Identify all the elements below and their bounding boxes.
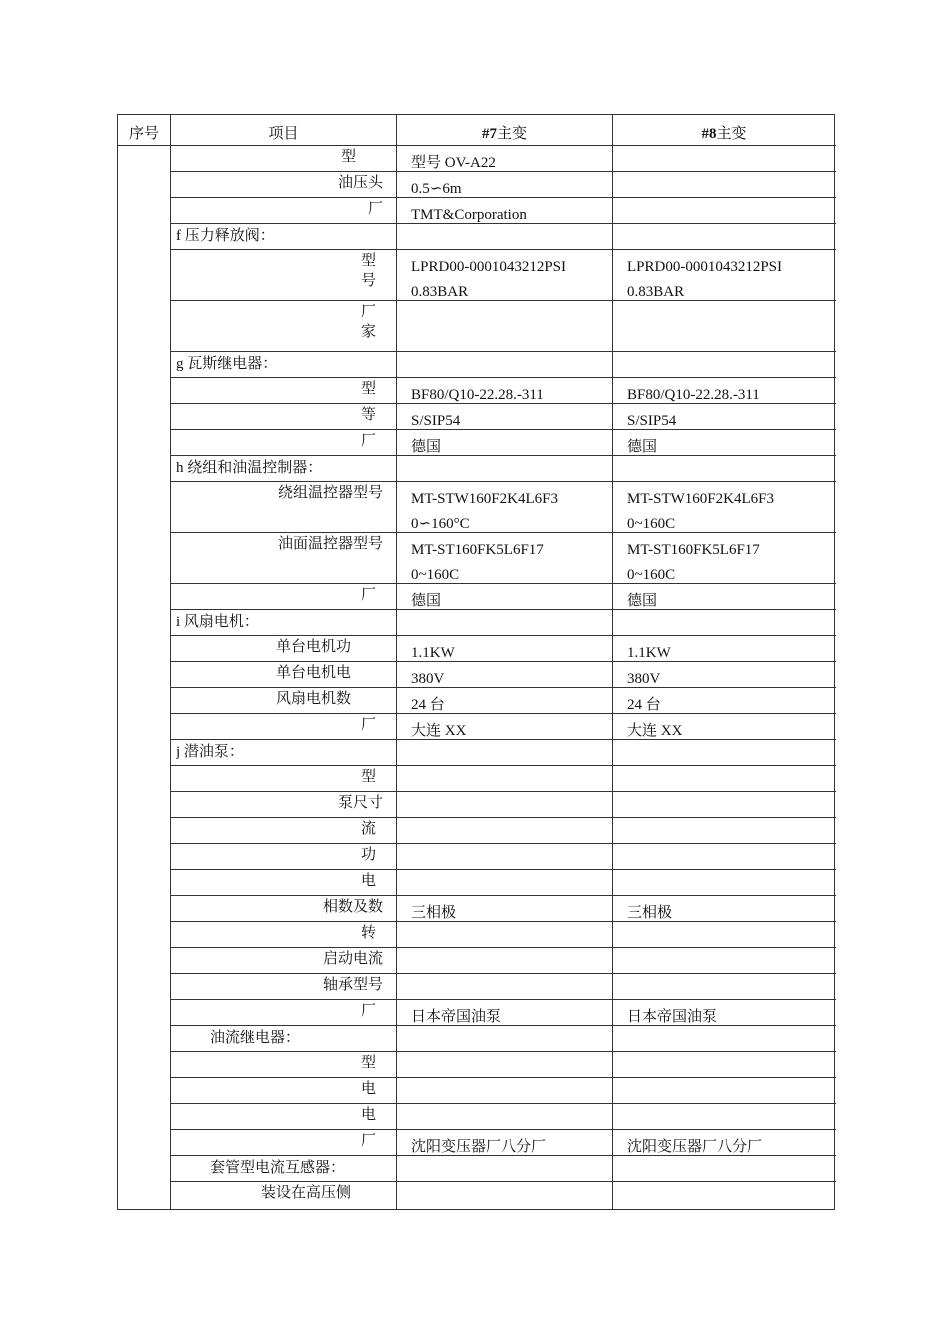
value-t7: 日本帝国油泵 — [411, 1009, 502, 1025]
value-t7: 德国 — [411, 439, 442, 455]
row-divider — [171, 973, 836, 974]
row-divider — [171, 843, 836, 844]
item-label: 油面温控器型号 — [277, 536, 383, 552]
value-t7: 1.1KW — [411, 645, 455, 661]
item-label: 转 — [360, 925, 376, 941]
row-divider — [171, 687, 836, 688]
value-t8: 三相极 — [627, 905, 673, 921]
value-t7: 德国 — [411, 593, 442, 609]
item-label: 流 — [360, 821, 376, 837]
item-label: 厂 — [360, 433, 376, 449]
value-t8: 1.1KW — [627, 645, 671, 661]
row-divider — [171, 895, 836, 896]
item-label: 泵尺寸 — [337, 795, 383, 811]
value-t7: 型号 OV-A22 — [411, 155, 496, 171]
row-divider — [171, 1155, 836, 1156]
value-t7: 24 台 — [411, 697, 445, 713]
row-divider — [171, 171, 836, 172]
value-t8: 日本帝国油泵 — [627, 1009, 718, 1025]
col-divider — [396, 115, 397, 1209]
value-t8: 沈阳变压器厂八分厂 — [627, 1139, 763, 1155]
section-title: i 风扇电机： — [176, 614, 259, 630]
row-divider — [171, 947, 836, 948]
item-label: 启动电流 — [322, 951, 383, 967]
value-t7: LPRD00-0001043212PSI 0.83BAR — [411, 259, 567, 300]
item-label: 电 — [360, 1081, 376, 1097]
section-title: g 瓦斯继电器： — [176, 356, 278, 372]
item-label: 等 — [360, 407, 376, 423]
item-label: 型 — [360, 1055, 376, 1071]
row-divider — [171, 429, 836, 430]
row-divider — [171, 869, 836, 870]
value-t8: S/SIP54 — [627, 413, 677, 429]
value-t7: MT-STW160F2K4L6F3 0∽160°C — [411, 491, 558, 532]
section-title: h 绕组和油温控制器： — [176, 460, 323, 476]
item-label: 型 — [340, 149, 356, 165]
value-t7: 0.5∽6m — [411, 181, 462, 197]
row-divider — [171, 817, 836, 818]
item-label: 厂 — [360, 1003, 376, 1019]
row-divider — [171, 635, 836, 636]
row-divider — [171, 197, 836, 198]
row-divider — [171, 765, 836, 766]
row-divider — [171, 1103, 836, 1104]
row-divider — [118, 145, 171, 146]
value-t8: MT-ST160FK5L6F17 0~160C — [627, 542, 760, 583]
value-t7: 大连 XX — [411, 723, 467, 739]
row-divider — [171, 249, 836, 250]
row-divider — [171, 1181, 836, 1182]
value-t8: 德国 — [627, 593, 658, 609]
value-t8: 24 台 — [627, 697, 661, 713]
item-label: 厂 — [360, 1133, 376, 1149]
value-t8: 380V — [627, 671, 661, 687]
item-label: 厂 — [367, 201, 383, 217]
item-label: 单台电机功 — [275, 639, 351, 655]
item-label: 相数及数 — [322, 899, 383, 915]
row-divider — [171, 455, 836, 456]
item-label: 功 — [360, 847, 376, 863]
section-title: 油流继电器： — [210, 1030, 301, 1046]
item-label: 型 — [360, 769, 376, 785]
header-t8: #8主变 — [701, 126, 747, 142]
value-t7: 380V — [411, 671, 445, 687]
row-divider — [171, 713, 836, 714]
value-t7: BF80/Q10-22.28.-311 — [411, 387, 544, 403]
row-divider — [171, 661, 836, 662]
item-label: 装设在高压侧 — [260, 1185, 351, 1201]
header-seq: 序号 — [128, 126, 159, 142]
value-t7: 沈阳变压器厂八分厂 — [411, 1139, 547, 1155]
item-label: 绕组温控器型号 — [277, 485, 383, 501]
row-divider — [171, 739, 836, 740]
row-divider — [171, 999, 836, 1000]
item-label: 型 号 — [360, 253, 376, 289]
value-t7: S/SIP54 — [411, 413, 461, 429]
row-divider — [171, 377, 836, 378]
row-divider — [171, 609, 836, 610]
value-t8: BF80/Q10-22.28.-311 — [627, 387, 760, 403]
row-divider — [171, 1051, 836, 1052]
header-item: 项目 — [268, 126, 299, 142]
row-divider — [171, 223, 836, 224]
value-t8: 大连 XX — [627, 723, 683, 739]
item-label: 厂 — [360, 717, 376, 733]
value-t8: LPRD00-0001043212PSI 0.83BAR — [627, 259, 783, 300]
item-label: 电 — [360, 873, 376, 889]
row-divider — [171, 583, 836, 584]
section-title: f 压力释放阀： — [176, 228, 275, 244]
item-label: 厂 — [360, 587, 376, 603]
value-t8: 德国 — [627, 439, 658, 455]
row-divider — [171, 351, 836, 352]
row-divider — [171, 1025, 836, 1026]
row-divider — [171, 532, 836, 533]
section-title: 套管型电流互感器： — [210, 1160, 346, 1176]
item-label: 单台电机电 — [275, 665, 351, 681]
value-t7: MT-ST160FK5L6F17 0~160C — [411, 542, 544, 583]
value-t8: MT-STW160F2K4L6F3 0~160C — [627, 491, 774, 532]
col-divider — [170, 115, 171, 1209]
spec-table — [117, 114, 835, 1210]
value-t7: 三相极 — [411, 905, 457, 921]
row-divider — [171, 921, 836, 922]
item-label: 轴承型号 — [322, 977, 383, 993]
item-label: 电 — [360, 1107, 376, 1123]
row-divider — [171, 481, 836, 482]
value-t7: TMT&Corporation — [411, 207, 527, 223]
row-divider — [171, 791, 836, 792]
col-divider — [612, 115, 613, 1209]
item-label: 厂 家 — [360, 304, 376, 340]
row-divider — [171, 300, 836, 301]
section-title: j 潜油泵： — [176, 744, 244, 760]
item-label: 风扇电机数 — [275, 691, 351, 707]
item-label: 型 — [360, 381, 376, 397]
row-divider — [171, 145, 836, 146]
header-t7: #7主变 — [481, 126, 527, 142]
row-divider — [171, 1077, 836, 1078]
item-label: 油压头 — [337, 175, 383, 191]
row-divider — [171, 403, 836, 404]
row-divider — [171, 1129, 836, 1130]
